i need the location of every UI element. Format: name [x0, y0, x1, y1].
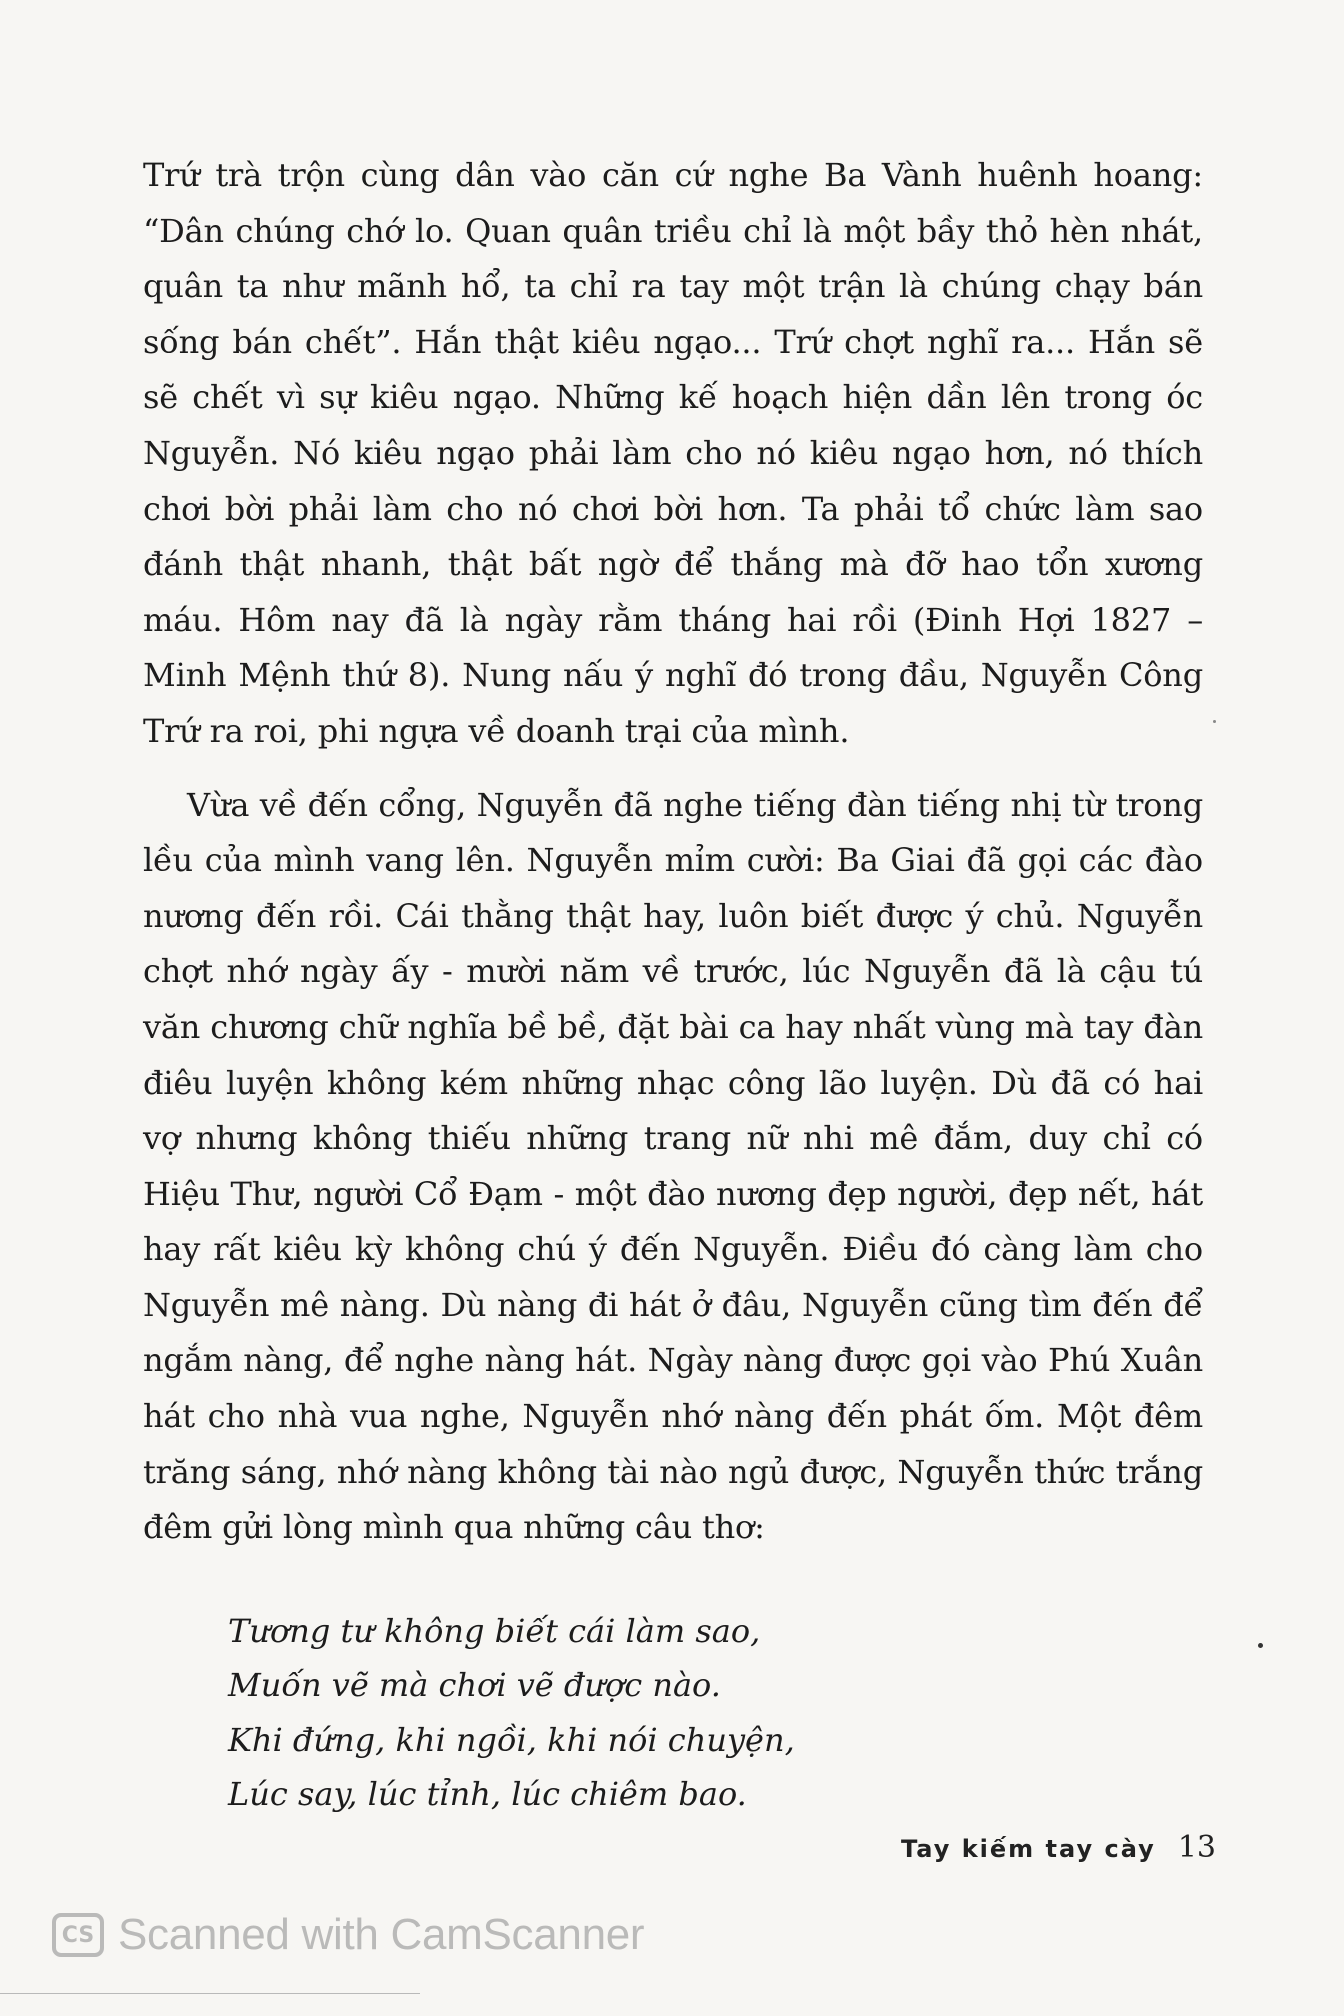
poem-line-2: Muốn vẽ mà chơi vẽ được nào. — [228, 1666, 721, 1705]
page-number: 13 — [1177, 1830, 1216, 1865]
poem-line-3: Khi đứng, khi ngồi, khi nói chuyện, — [228, 1720, 795, 1759]
poem-stanza — [228, 1604, 1203, 1822]
paragraph-2: Vừa về đến cổng, Nguyễn đã nghe tiếng đàn tiếng nhị từ trong lều của mình vang lên. Nguyễn mỉm cười: Ba Giai đã gọi các đào nương đến rồi. Cái thằng thật hay, luôn biết được ý chủ. Nguyễn chợt nhớ ngày ấy - mười năm về trước, lúc Nguyễn đã là cậu tú văn chương chữ nghĩa bề bề, đặt bài ca hay nhất vùng mà tay đàn điêu luyện không kém những nhạc công lão luyện. Dù đã có hai vợ nhưng không thiếu những trang nữ nhi mê đắm, duy chỉ có Hiệu Thư, người Cổ Đạm - một đào nương đẹp người, đẹp nết, hát hay rất kiêu kỳ không chú ý đến Nguyễn. Điều đó càng làm cho Nguyễn mê nàng. Dù nàng đi hát ở đâu, Nguyễn cũng tìm đến để ngắm nàng, để nghe nàng hát. Ngày nàng được gọi vào Phú Xuân hát cho nhà vua nghe, Nguyễn nhớ nàng đến phát ốm. Một đêm trăng sáng, nhớ nàng không tài nào ngủ được, Nguyễn thức trắng đêm gửi lòng mình qua những câu thơ: — [143, 785, 1203, 1547]
camscanner-watermark — [52, 1910, 644, 1960]
camscanner-logo-icon: CS — [52, 1913, 104, 1957]
scan-speck — [1213, 720, 1216, 723]
poem-line-1: Tương tư không biết cái làm sao, — [228, 1611, 761, 1650]
running-footer — [901, 1830, 1216, 1865]
body-text — [143, 148, 1203, 1822]
scan-speck — [1258, 1643, 1263, 1648]
poem-line-4: Lúc say, lúc tỉnh, lúc chiêm bao. — [228, 1775, 747, 1814]
scan-edge-line — [0, 1993, 420, 1994]
watermark-text: Scanned with CamScanner — [118, 1910, 645, 1959]
paragraph-1: Trứ trà trộn cùng dân vào căn cứ nghe Ba Vành huênh hoang: “Dân chúng chớ lo. Quan quân triều chỉ là một bầy thỏ hèn nhát, quân ta như mãnh hổ, ta chỉ ra tay một trận là chúng chạy bán sống bán chết”. Hắn thật kiêu ngạo... Trứ chợt nghĩ ra... Hắn sẽ sẽ chết vì sự kiêu ngạo. Những kế hoạch hiện dần lên trong óc Nguyễn. Nó kiêu ngạo phải làm cho nó kiêu ngạo hơn, nó thích chơi bời phải làm cho nó chơi bời hơn. Ta phải tổ chức làm sao đánh thật nhanh, thật bất ngờ để thắng mà đỡ hao tổn xương máu. Hôm nay đã là ngày rằm tháng hai rồi (Đinh Hợi 1827 – Minh Mệnh thứ 8). Nung nấu ý nghĩ đó trong đầu, Nguyễn Công Trứ ra roi, phi ngựa về doanh trại của mình. — [143, 156, 1203, 750]
running-title: Tay kiếm tay cày — [900, 1835, 1156, 1863]
